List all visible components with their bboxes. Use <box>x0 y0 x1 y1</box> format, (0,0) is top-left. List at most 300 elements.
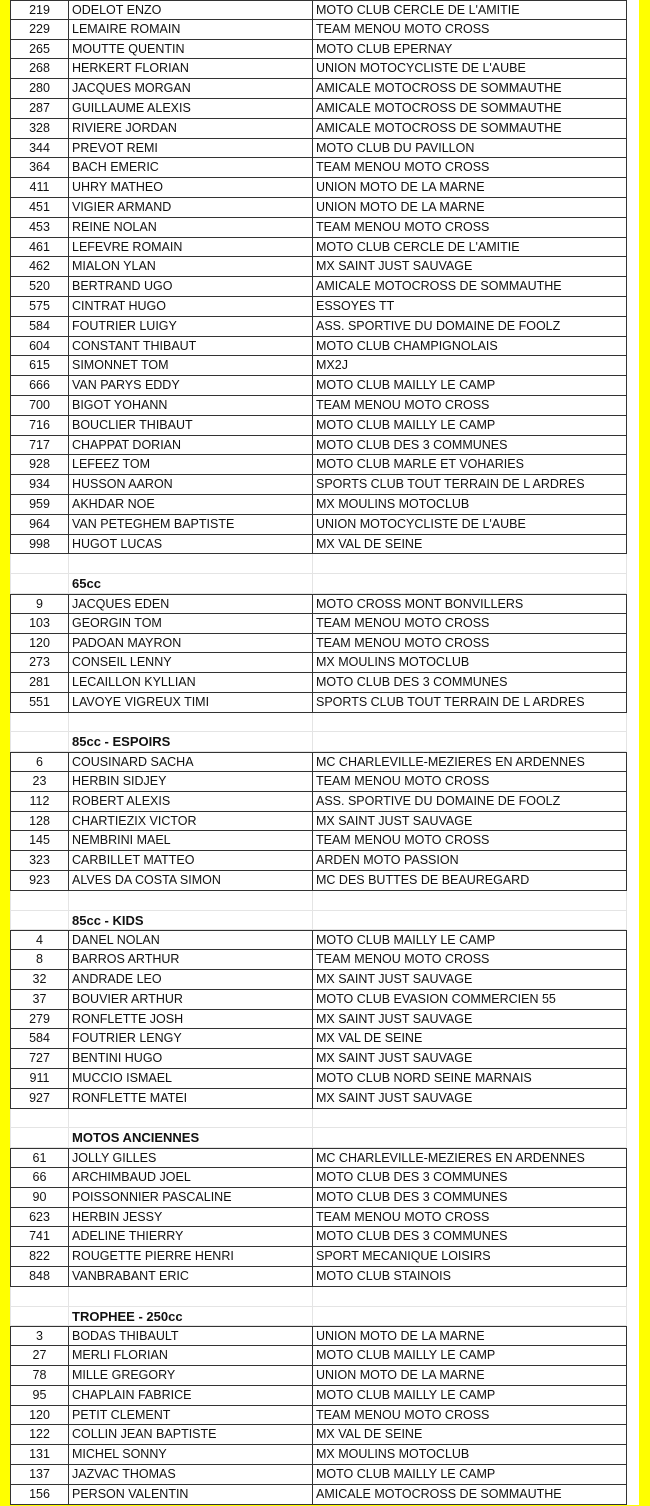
rider-club: MC CHARLEVILLE-MEZIERES EN ARDENNES <box>312 1148 627 1168</box>
rider-club: MX SAINT JUST SAUVAGE <box>312 257 627 277</box>
table-row <box>10 1406 639 1426</box>
table-row <box>10 831 639 851</box>
rider-club: SPORTS CLUB TOUT TERRAIN DE L ARDRES <box>312 693 627 713</box>
rider-club: MOTO CLUB DES 3 COMMUNES <box>312 1168 627 1188</box>
table-row <box>10 1049 639 1069</box>
rider-club: AMICALE MOTOCROSS DE SOMMAUTHE <box>312 79 627 99</box>
rider-club: MX SAINT JUST SAUVAGE <box>312 1049 627 1069</box>
rider-name: BACH EMERIC <box>68 158 312 178</box>
rider-name: ROUGETTE PIERRE HENRI <box>68 1247 312 1267</box>
rider-number: 964 <box>10 515 68 535</box>
table-row <box>10 851 639 871</box>
table-row <box>10 337 639 357</box>
rider-club: UNION MOTO DE LA MARNE <box>312 178 627 198</box>
rider-number: 717 <box>10 436 68 456</box>
rider-number: 323 <box>10 851 68 871</box>
rider-name: CHAPPAT DORIAN <box>68 436 312 456</box>
table-row <box>10 535 639 555</box>
rider-number: 23 <box>10 772 68 792</box>
rider-name: ANDRADE LEO <box>68 970 312 990</box>
rider-name: BOUCLIER THIBAUT <box>68 416 312 436</box>
empty-cell <box>312 574 627 594</box>
rider-name: UHRY MATHEO <box>68 178 312 198</box>
rider-number: 131 <box>10 1445 68 1465</box>
rider-number: 66 <box>10 1168 68 1188</box>
table-row <box>10 594 639 614</box>
section-title: 85cc - ESPOIRS <box>68 732 312 752</box>
rider-club: MX VAL DE SEINE <box>312 1029 627 1049</box>
section-title: MOTOS ANCIENNES <box>68 1128 312 1148</box>
rider-club: MOTO CLUB MARLE ET VOHARIES <box>312 455 627 475</box>
table-row <box>10 614 639 634</box>
rider-number: 998 <box>10 535 68 555</box>
rider-name: VANBRABANT ERIC <box>68 1267 312 1287</box>
table-row <box>10 495 639 515</box>
rider-club: MOTO CLUB DES 3 COMMUNES <box>312 1227 627 1247</box>
rider-club: TEAM MENOU MOTO CROSS <box>312 396 627 416</box>
rider-number: 279 <box>10 1010 68 1030</box>
table-row <box>10 1267 639 1287</box>
rider-number: 328 <box>10 119 68 139</box>
rider-number: 551 <box>10 693 68 713</box>
section-title: TROPHEE - 250cc <box>68 1307 312 1327</box>
rider-name: FOUTRIER LENGY <box>68 1029 312 1049</box>
table-row <box>10 455 639 475</box>
rider-number: 666 <box>10 376 68 396</box>
rider-club: TEAM MENOU MOTO CROSS <box>312 831 627 851</box>
rider-number: 700 <box>10 396 68 416</box>
table-row <box>10 1425 639 1445</box>
rider-club: MOTO CLUB DES 3 COMMUNES <box>312 1188 627 1208</box>
rider-name: VAN PETEGHEM BAPTISTE <box>68 515 312 535</box>
rider-number: 6 <box>10 752 68 772</box>
table-row <box>10 1326 639 1346</box>
rider-name: HERBIN SIDJEY <box>68 772 312 792</box>
rider-name: JOLLY GILLES <box>68 1148 312 1168</box>
section-title: 65cc <box>68 574 312 594</box>
rider-number: 95 <box>10 1386 68 1406</box>
rider-club: UNION MOTO DE LA MARNE <box>312 198 627 218</box>
rider-name: DANEL NOLAN <box>68 930 312 950</box>
rider-club: SPORT MECANIQUE LOISIRS <box>312 1247 627 1267</box>
rider-number: 120 <box>10 1406 68 1426</box>
spacer-row <box>10 713 639 733</box>
empty-cell <box>10 1287 68 1307</box>
entry-list-sheet <box>10 0 639 1505</box>
rider-club: UNION MOTO DE LA MARNE <box>312 1366 627 1386</box>
rider-number: 112 <box>10 792 68 812</box>
table-row <box>10 1168 639 1188</box>
rider-club: SPORTS CLUB TOUT TERRAIN DE L ARDRES <box>312 475 627 495</box>
rider-number: 727 <box>10 1049 68 1069</box>
rider-club: TEAM MENOU MOTO CROSS <box>312 1208 627 1228</box>
rider-club: AMICALE MOTOCROSS DE SOMMAUTHE <box>312 1485 627 1505</box>
empty-cell <box>10 732 68 752</box>
table-row <box>10 1148 639 1168</box>
rider-name: BODAS THIBAULT <box>68 1326 312 1346</box>
rider-number: 9 <box>10 594 68 614</box>
rider-number: 8 <box>10 950 68 970</box>
rider-name: CONSTANT THIBAUT <box>68 337 312 357</box>
rider-name: CONSEIL LENNY <box>68 653 312 673</box>
rider-club: TEAM MENOU MOTO CROSS <box>312 20 627 40</box>
rider-number: 3 <box>10 1326 68 1346</box>
table-row <box>10 1010 639 1030</box>
rider-number: 37 <box>10 990 68 1010</box>
empty-cell <box>312 1307 627 1327</box>
rider-club: MC DES BUTTES DE BEAUREGARD <box>312 871 627 891</box>
rider-name: COLLIN JEAN BAPTISTE <box>68 1425 312 1445</box>
rider-club: ASS. SPORTIVE DU DOMAINE DE FOOLZ <box>312 792 627 812</box>
rider-club: MX SAINT JUST SAUVAGE <box>312 812 627 832</box>
table-row <box>10 317 639 337</box>
rider-name: AKHDAR NOE <box>68 495 312 515</box>
rider-name: BERTRAND UGO <box>68 277 312 297</box>
table-row <box>10 436 639 456</box>
table-row <box>10 59 639 79</box>
table-row <box>10 515 639 535</box>
rider-number: 61 <box>10 1148 68 1168</box>
empty-cell <box>312 1109 627 1129</box>
rider-name: PERSON VALENTIN <box>68 1485 312 1505</box>
rider-name: FOUTRIER LUIGY <box>68 317 312 337</box>
empty-cell <box>68 1109 312 1129</box>
empty-cell <box>10 911 68 931</box>
rider-name: JAZVAC THOMAS <box>68 1465 312 1485</box>
rider-name: BIGOT YOHANN <box>68 396 312 416</box>
table-row <box>10 79 639 99</box>
rider-number: 287 <box>10 99 68 119</box>
rider-name: LEMAIRE ROMAIN <box>68 20 312 40</box>
rider-name: ALVES DA COSTA SIMON <box>68 871 312 891</box>
section-header <box>10 1128 639 1148</box>
rider-name: PETIT CLEMENT <box>68 1406 312 1426</box>
rider-name: CARBILLET MATTEO <box>68 851 312 871</box>
rider-number: 128 <box>10 812 68 832</box>
rider-name: GEORGIN TOM <box>68 614 312 634</box>
table-row <box>10 812 639 832</box>
table-row <box>10 1445 639 1465</box>
rider-club: MX VAL DE SEINE <box>312 1425 627 1445</box>
table-row <box>10 1247 639 1267</box>
rider-number: 229 <box>10 20 68 40</box>
rider-name: HUSSON AARON <box>68 475 312 495</box>
rider-name: CINTRAT HUGO <box>68 297 312 317</box>
table-row <box>10 1069 639 1089</box>
empty-cell <box>10 891 68 911</box>
table-row <box>10 376 639 396</box>
rider-number: 934 <box>10 475 68 495</box>
rider-club: ESSOYES TT <box>312 297 627 317</box>
rider-club: TEAM MENOU MOTO CROSS <box>312 218 627 238</box>
rider-club: MX MOULINS MOTOCLUB <box>312 653 627 673</box>
rider-name: PREVOT REMI <box>68 139 312 159</box>
spacer-row <box>10 554 639 574</box>
rider-number: 78 <box>10 1366 68 1386</box>
rider-number: 911 <box>10 1069 68 1089</box>
empty-cell <box>68 891 312 911</box>
table-row <box>10 416 639 436</box>
rider-number: 344 <box>10 139 68 159</box>
rider-name: HERKERT FLORIAN <box>68 59 312 79</box>
empty-cell <box>68 554 312 574</box>
rider-club: MOTO CLUB CHAMPIGNOLAIS <box>312 337 627 357</box>
rider-club: MX MOULINS MOTOCLUB <box>312 1445 627 1465</box>
rider-club: UNION MOTOCYCLISTE DE L'AUBE <box>312 59 627 79</box>
section-header <box>10 574 639 594</box>
rider-club: TEAM MENOU MOTO CROSS <box>312 1406 627 1426</box>
rider-name: PADOAN MAYRON <box>68 634 312 654</box>
rider-club: AMICALE MOTOCROSS DE SOMMAUTHE <box>312 99 627 119</box>
rider-number: 145 <box>10 831 68 851</box>
table-row <box>10 1485 639 1505</box>
rider-name: NEMBRINI MAEL <box>68 831 312 851</box>
empty-cell <box>312 713 627 733</box>
table-row <box>10 673 639 693</box>
rider-number: 741 <box>10 1227 68 1247</box>
rider-name: CHAPLAIN FABRICE <box>68 1386 312 1406</box>
rider-club: UNION MOTO DE LA MARNE <box>312 1326 627 1346</box>
table-row <box>10 356 639 376</box>
rider-name: LAVOYE VIGREUX TIMI <box>68 693 312 713</box>
table-row <box>10 792 639 812</box>
rider-name: BOUVIER ARTHUR <box>68 990 312 1010</box>
table-row <box>10 158 639 178</box>
table-row <box>10 1465 639 1485</box>
table-row <box>10 1227 639 1247</box>
spacer-row <box>10 891 639 911</box>
rider-number: 584 <box>10 317 68 337</box>
rider-club: MOTO CLUB MAILLY LE CAMP <box>312 1465 627 1485</box>
rider-club: UNION MOTOCYCLISTE DE L'AUBE <box>312 515 627 535</box>
rider-number: 4 <box>10 930 68 950</box>
rider-name: HUGOT LUCAS <box>68 535 312 555</box>
rider-name: MOUTTE QUENTIN <box>68 40 312 60</box>
rider-name: LEFEVRE ROMAIN <box>68 238 312 258</box>
rider-name: CHARTIEZIX VICTOR <box>68 812 312 832</box>
rider-number: 451 <box>10 198 68 218</box>
rider-club: MOTO CROSS MONT BONVILLERS <box>312 594 627 614</box>
rider-club: MOTO CLUB DES 3 COMMUNES <box>312 673 627 693</box>
rider-name: RONFLETTE JOSH <box>68 1010 312 1030</box>
rider-name: ROBERT ALEXIS <box>68 792 312 812</box>
table-row <box>10 198 639 218</box>
rider-number: 575 <box>10 297 68 317</box>
empty-cell <box>10 713 68 733</box>
rider-club: AMICALE MOTOCROSS DE SOMMAUTHE <box>312 119 627 139</box>
rider-name: REINE NOLAN <box>68 218 312 238</box>
table-row <box>10 1188 639 1208</box>
rider-name: ODELOT ENZO <box>68 0 312 20</box>
rider-number: 280 <box>10 79 68 99</box>
empty-cell <box>312 1128 627 1148</box>
table-row <box>10 970 639 990</box>
rider-number: 928 <box>10 455 68 475</box>
rider-number: 32 <box>10 970 68 990</box>
table-row <box>10 1346 639 1366</box>
rider-club: MOTO CLUB MAILLY LE CAMP <box>312 1346 627 1366</box>
rider-name: JACQUES MORGAN <box>68 79 312 99</box>
table-row <box>10 277 639 297</box>
rider-name: MILLE GREGORY <box>68 1366 312 1386</box>
rider-number: 520 <box>10 277 68 297</box>
table-row <box>10 752 639 772</box>
rider-number: 103 <box>10 614 68 634</box>
rider-number: 122 <box>10 1425 68 1445</box>
table-row <box>10 139 639 159</box>
empty-cell <box>10 1307 68 1327</box>
table-row <box>10 40 639 60</box>
rider-name: HERBIN JESSY <box>68 1208 312 1228</box>
rider-name: VAN PARYS EDDY <box>68 376 312 396</box>
rider-name: LEFEEZ TOM <box>68 455 312 475</box>
rider-number: 281 <box>10 673 68 693</box>
rider-number: 268 <box>10 59 68 79</box>
table-row <box>10 1386 639 1406</box>
rider-club: MX SAINT JUST SAUVAGE <box>312 970 627 990</box>
rider-name: BARROS ARTHUR <box>68 950 312 970</box>
table-row <box>10 178 639 198</box>
rider-name: RIVIERE JORDAN <box>68 119 312 139</box>
rider-number: 411 <box>10 178 68 198</box>
rider-name: JACQUES EDEN <box>68 594 312 614</box>
rider-club: MOTO CLUB EVASION COMMERCIEN 55 <box>312 990 627 1010</box>
rider-club: ASS. SPORTIVE DU DOMAINE DE FOOLZ <box>312 317 627 337</box>
rider-number: 923 <box>10 871 68 891</box>
empty-cell <box>312 1287 627 1307</box>
rider-club: MOTO CLUB MAILLY LE CAMP <box>312 1386 627 1406</box>
rider-name: ARCHIMBAUD JOEL <box>68 1168 312 1188</box>
rider-number: 615 <box>10 356 68 376</box>
section-header <box>10 1307 639 1327</box>
section-header <box>10 911 639 931</box>
empty-cell <box>10 1109 68 1129</box>
rider-number: 959 <box>10 495 68 515</box>
empty-cell <box>68 1287 312 1307</box>
empty-cell <box>10 554 68 574</box>
rider-club: MX VAL DE SEINE <box>312 535 627 555</box>
rider-number: 265 <box>10 40 68 60</box>
table-row <box>10 238 639 258</box>
rider-club: MOTO CLUB DU PAVILLON <box>312 139 627 159</box>
table-row <box>10 693 639 713</box>
table-row <box>10 950 639 970</box>
table-row <box>10 871 639 891</box>
rider-club: MOTO CLUB MAILLY LE CAMP <box>312 930 627 950</box>
rider-name: MUCCIO ISMAEL <box>68 1069 312 1089</box>
table-row <box>10 475 639 495</box>
table-row <box>10 99 639 119</box>
rider-name: MICHEL SONNY <box>68 1445 312 1465</box>
rider-club: MX SAINT JUST SAUVAGE <box>312 1089 627 1109</box>
table-row <box>10 20 639 40</box>
table-row <box>10 634 639 654</box>
empty-cell <box>68 713 312 733</box>
table-row <box>10 653 639 673</box>
rider-club: TEAM MENOU MOTO CROSS <box>312 634 627 654</box>
rider-number: 453 <box>10 218 68 238</box>
rider-club: MOTO CLUB DES 3 COMMUNES <box>312 436 627 456</box>
empty-cell <box>312 554 627 574</box>
rider-number: 623 <box>10 1208 68 1228</box>
rider-club: AMICALE MOTOCROSS DE SOMMAUTHE <box>312 277 627 297</box>
section-header <box>10 732 639 752</box>
empty-cell <box>312 732 627 752</box>
rider-club: TEAM MENOU MOTO CROSS <box>312 772 627 792</box>
rider-club: MOTO CLUB CERCLE DE L'AMITIE <box>312 238 627 258</box>
spacer-row <box>10 1109 639 1129</box>
rider-club: ARDEN MOTO PASSION <box>312 851 627 871</box>
rider-name: GUILLAUME ALEXIS <box>68 99 312 119</box>
rider-name: SIMONNET TOM <box>68 356 312 376</box>
rider-club: MX2J <box>312 356 627 376</box>
rider-name: COUSINARD SACHA <box>68 752 312 772</box>
rider-club: MOTO CLUB STAINOIS <box>312 1267 627 1287</box>
table-row <box>10 930 639 950</box>
rider-number: 137 <box>10 1465 68 1485</box>
section-title: 85cc - KIDS <box>68 911 312 931</box>
rider-club: MOTO CLUB CERCLE DE L'AMITIE <box>312 0 627 20</box>
spacer-row <box>10 1287 639 1307</box>
rider-club: TEAM MENOU MOTO CROSS <box>312 158 627 178</box>
rider-number: 219 <box>10 0 68 20</box>
table-row <box>10 772 639 792</box>
rider-club: MOTO CLUB NORD SEINE MARNAIS <box>312 1069 627 1089</box>
rider-name: LECAILLON KYLLIAN <box>68 673 312 693</box>
rider-number: 848 <box>10 1267 68 1287</box>
table-row <box>10 218 639 238</box>
rider-name: MIALON YLAN <box>68 257 312 277</box>
empty-cell <box>10 574 68 594</box>
rider-name: POISSONNIER PASCALINE <box>68 1188 312 1208</box>
rider-name: BENTINI HUGO <box>68 1049 312 1069</box>
rider-club: MOTO CLUB MAILLY LE CAMP <box>312 376 627 396</box>
rider-number: 584 <box>10 1029 68 1049</box>
rider-number: 462 <box>10 257 68 277</box>
table-row <box>10 1089 639 1109</box>
table-row <box>10 297 639 317</box>
table-row <box>10 1029 639 1049</box>
empty-cell <box>10 1128 68 1148</box>
rider-club: MX MOULINS MOTOCLUB <box>312 495 627 515</box>
rider-club: TEAM MENOU MOTO CROSS <box>312 614 627 634</box>
table-row <box>10 396 639 416</box>
rider-name: MERLI FLORIAN <box>68 1346 312 1366</box>
rider-number: 927 <box>10 1089 68 1109</box>
rider-club: MOTO CLUB MAILLY LE CAMP <box>312 416 627 436</box>
rider-number: 604 <box>10 337 68 357</box>
table-row <box>10 0 639 20</box>
rider-number: 716 <box>10 416 68 436</box>
rider-name: ADELINE THIERRY <box>68 1227 312 1247</box>
empty-cell <box>312 911 627 931</box>
table-row <box>10 1366 639 1386</box>
rider-number: 822 <box>10 1247 68 1267</box>
table-row <box>10 257 639 277</box>
rider-number: 364 <box>10 158 68 178</box>
rider-club: TEAM MENOU MOTO CROSS <box>312 950 627 970</box>
table-row <box>10 1208 639 1228</box>
rider-number: 90 <box>10 1188 68 1208</box>
rider-number: 120 <box>10 634 68 654</box>
rider-number: 461 <box>10 238 68 258</box>
empty-cell <box>312 891 627 911</box>
rider-club: MOTO CLUB EPERNAY <box>312 40 627 60</box>
rider-number: 273 <box>10 653 68 673</box>
rider-number: 27 <box>10 1346 68 1366</box>
rider-number: 156 <box>10 1485 68 1505</box>
table-row <box>10 990 639 1010</box>
